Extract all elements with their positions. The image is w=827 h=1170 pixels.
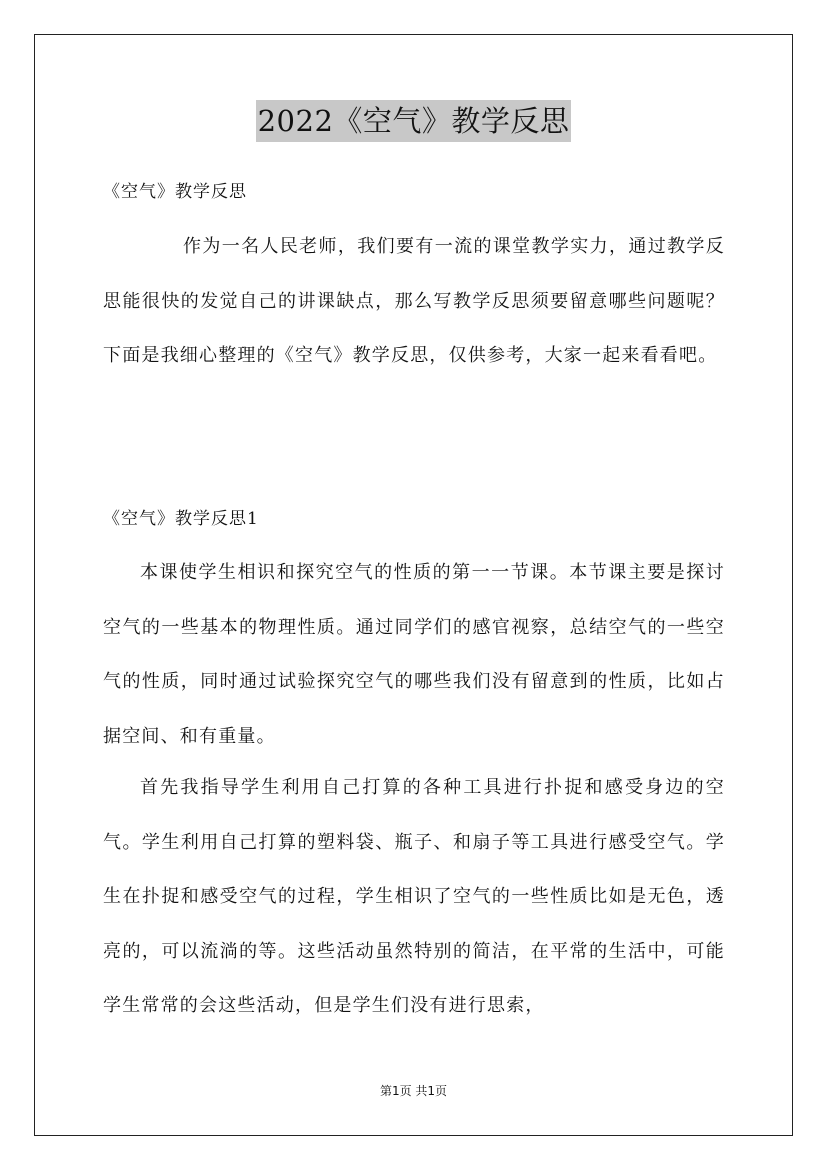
section1-heading: 《空气》教学反思1 <box>103 509 259 529</box>
intro-paragraph: 作为一名人民老师，我们要有一流的课堂教学实力，通过教学反思能很快的发觉自己的讲课缺点，那么写教学反思须要留意哪些问题呢？下面是我细心整理的《空气》教学反思，仅供参考，大家一起来看看吧。 <box>103 236 725 366</box>
document-title-wrapper <box>0 100 827 142</box>
document-title: 2022《空气》教学反思 <box>256 100 572 142</box>
section1-paragraph-2: 首先我指导学生利用自己打算的各种工具进行扑捉和感受身边的空气。学生利用自己打算的塑料袋、瓶子、和扇子等工具进行感受空气。学生在扑捉和感受空气的过程，学生相识了空气的一些性质比如是无色，透亮的，可以流淌的等。这些活动虽然特别的简洁，在平常的生活中，可能学生常常的会这些活动，但是学生们没有进行思索， <box>103 777 725 1016</box>
intro-subtitle: 《空气》教学反思 <box>103 182 247 202</box>
page-footer <box>0 1082 827 1099</box>
page-number-label: 第1页 共1页 <box>379 1084 448 1098</box>
section1-paragraph-1: 本课使学生相识和探究空气的性质的第一一节课。本节课主要是探讨空气的一些基本的物理性质。通过同学们的感官视察，总结空气的一些空气的性质，同时通过试验探究空气的哪些我们没有留意到的性质，比如占据空间、和有重量。 <box>103 562 725 747</box>
